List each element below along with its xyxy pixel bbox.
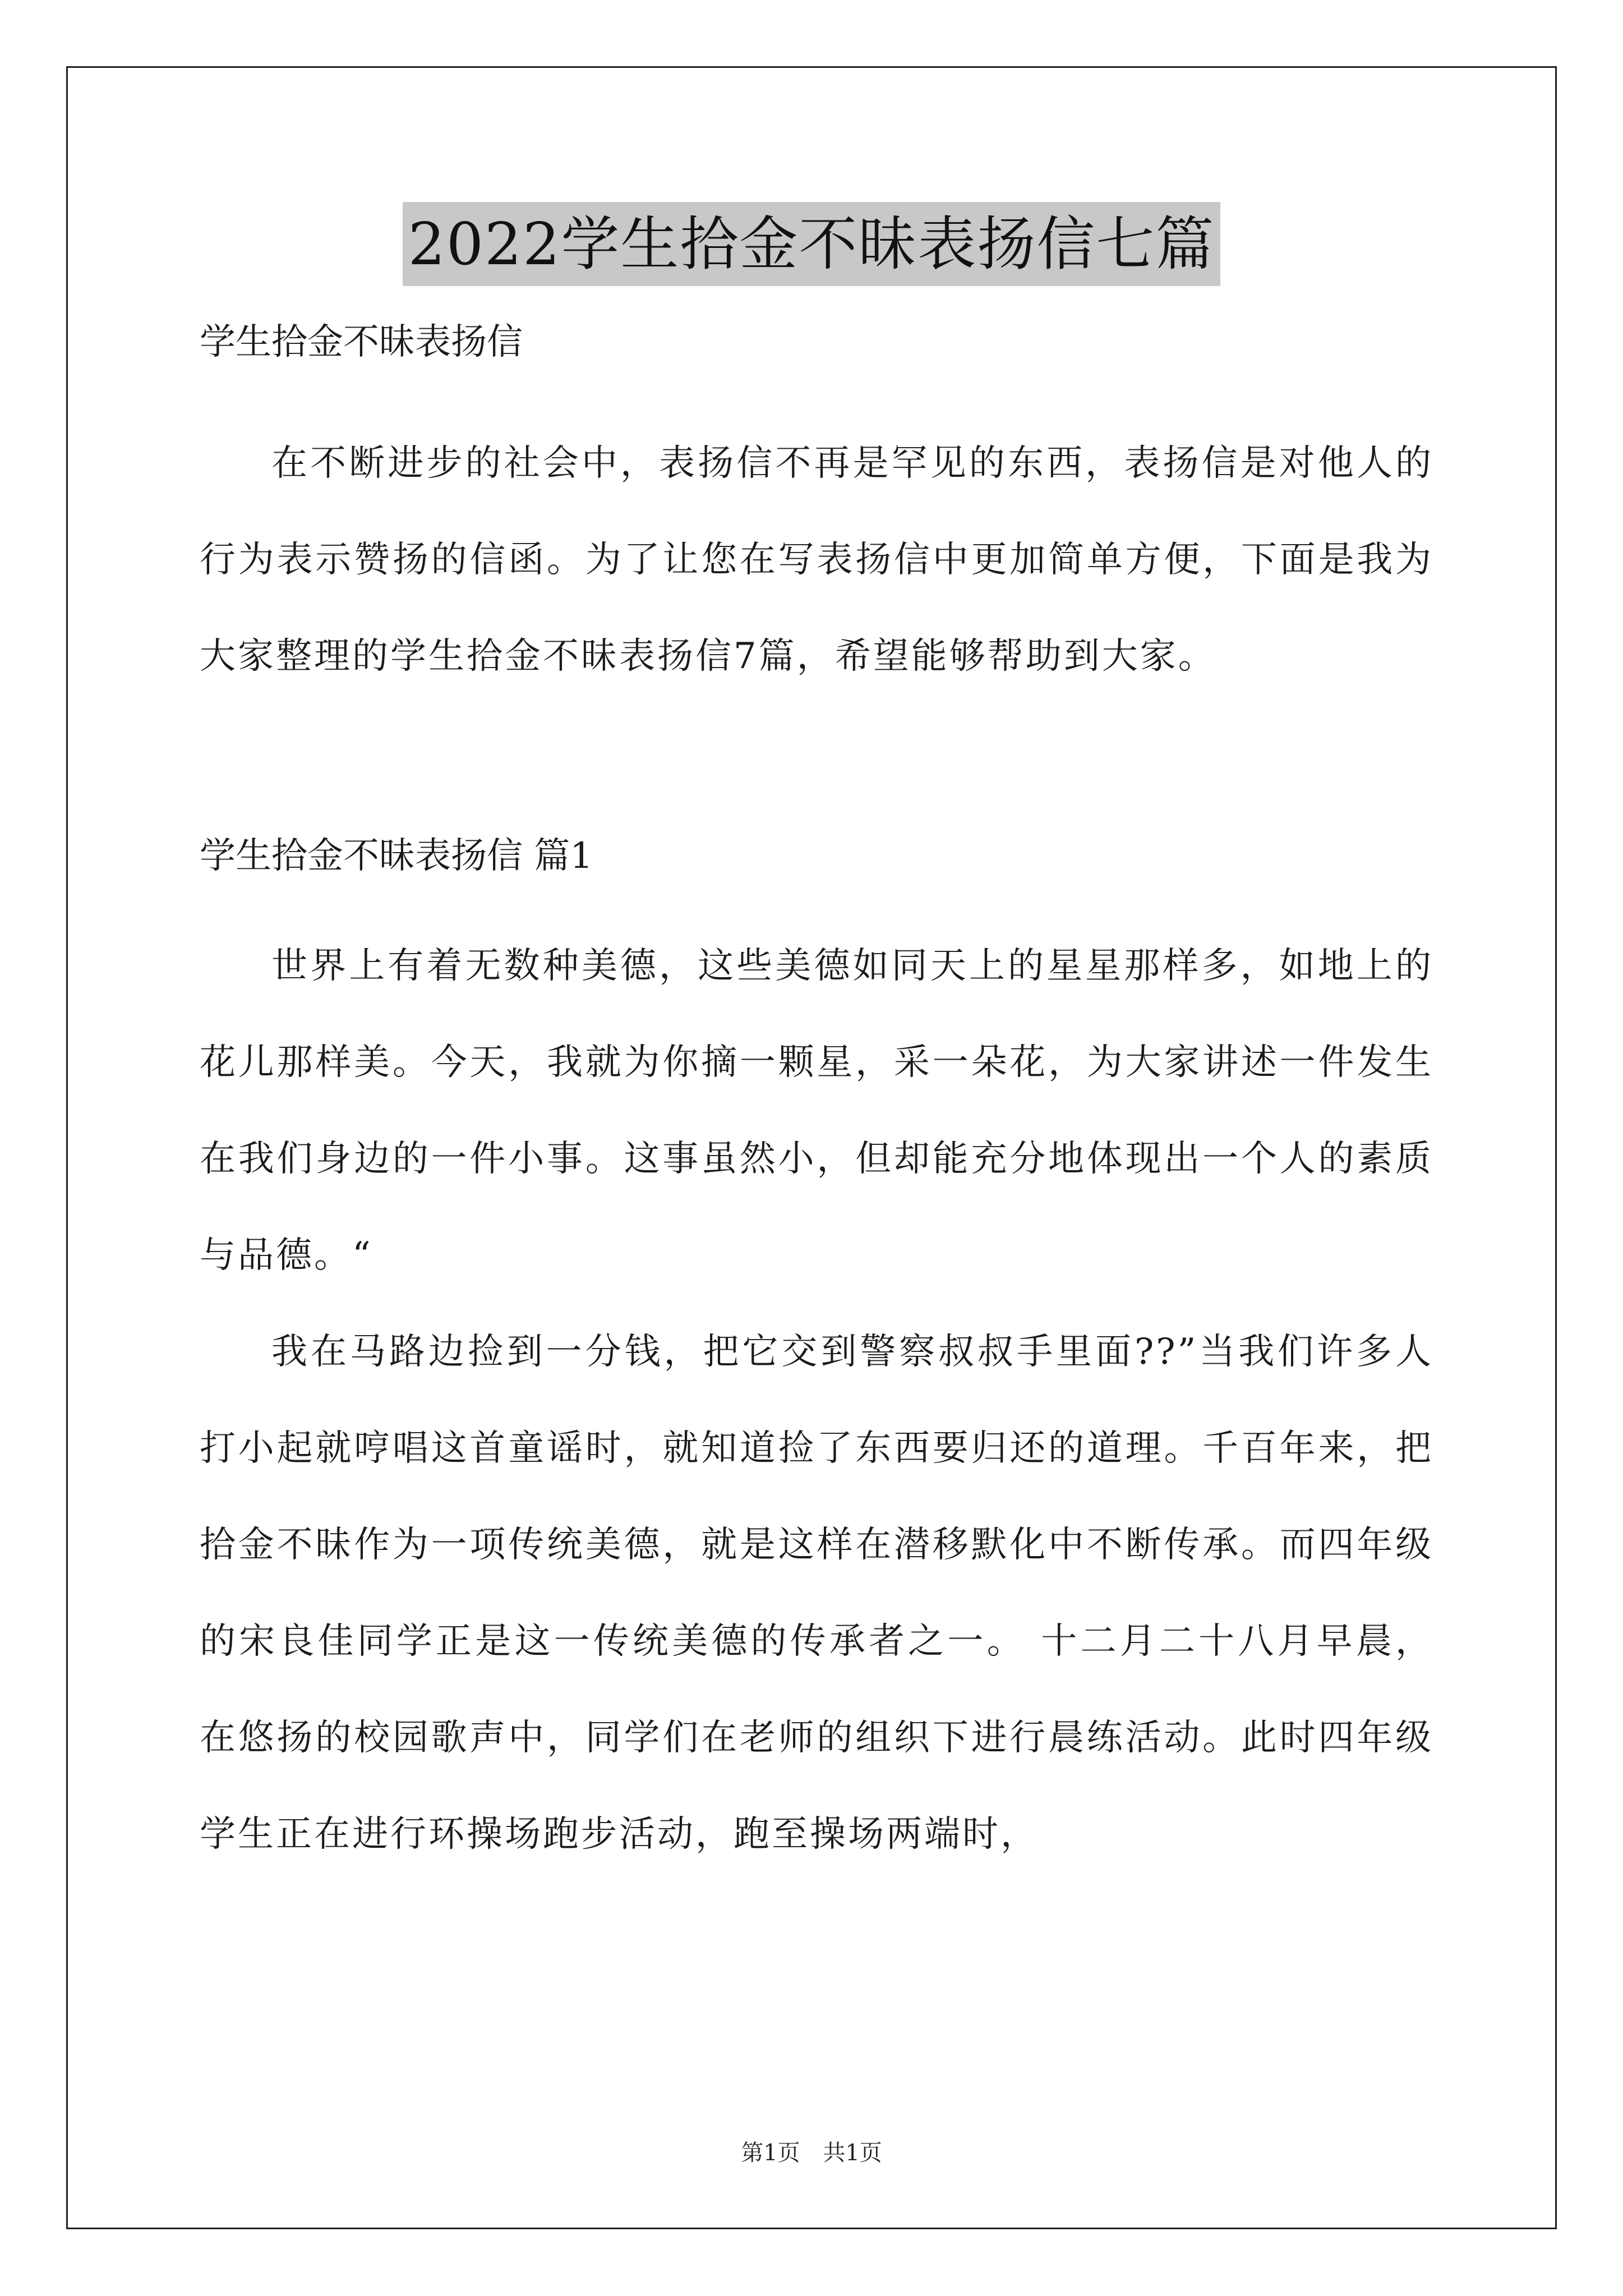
- page-footer: [0, 2136, 1623, 2170]
- intro-heading: 学生拾金不昧表扬信: [200, 321, 523, 363]
- section-paragraph-2: 我在马路边捡到一分钱，把它交到警察叔叔手里面??”当我们许多人打小起就哼唱这首童谣时，就知道捡了东西要归还的道理。千百年来，把拾金不昧作为一项传统美德，就是这样在潜移默化中不断传承。而四年级的宋良佳同学正是这一传统美德的传承者之一。 十二月二十八月早晨，在悠扬的校园歌声中，同学们在老师的组织下进行晨练活动。此时四年级学生正在进行环操场跑步活动，跑至操场两端时，: [200, 1331, 1433, 1855]
- page-number-total: 共1页: [823, 2140, 882, 2166]
- section-paragraph-1: 世界上有着无数种美德，这些美德如同天上的星星那样多，如地上的花儿那样美。今天，我就为你摘一颗星，采一朵花，为大家讲述一件发生在我们身边的一件小事。这事虽然小，但却能充分地体现出一个人的素质与品德。“: [200, 945, 1433, 1276]
- document-title: 2022学生拾金不昧表扬信七篇: [403, 202, 1221, 286]
- intro-paragraph: 在不断进步的社会中，表扬信不再是罕见的东西，表扬信是对他人的行为表示赞扬的信函。为了让您在写表扬信中更加简单方便，下面是我为大家整理的学生拾金不昧表扬信7篇，希望能够帮助到大家。: [200, 443, 1433, 677]
- document-body: [200, 314, 1433, 1883]
- section-heading: 学生拾金不昧表扬信 篇1: [200, 835, 593, 877]
- page-number-current: 第1页: [741, 2140, 800, 2166]
- title-wrap: [0, 202, 1623, 286]
